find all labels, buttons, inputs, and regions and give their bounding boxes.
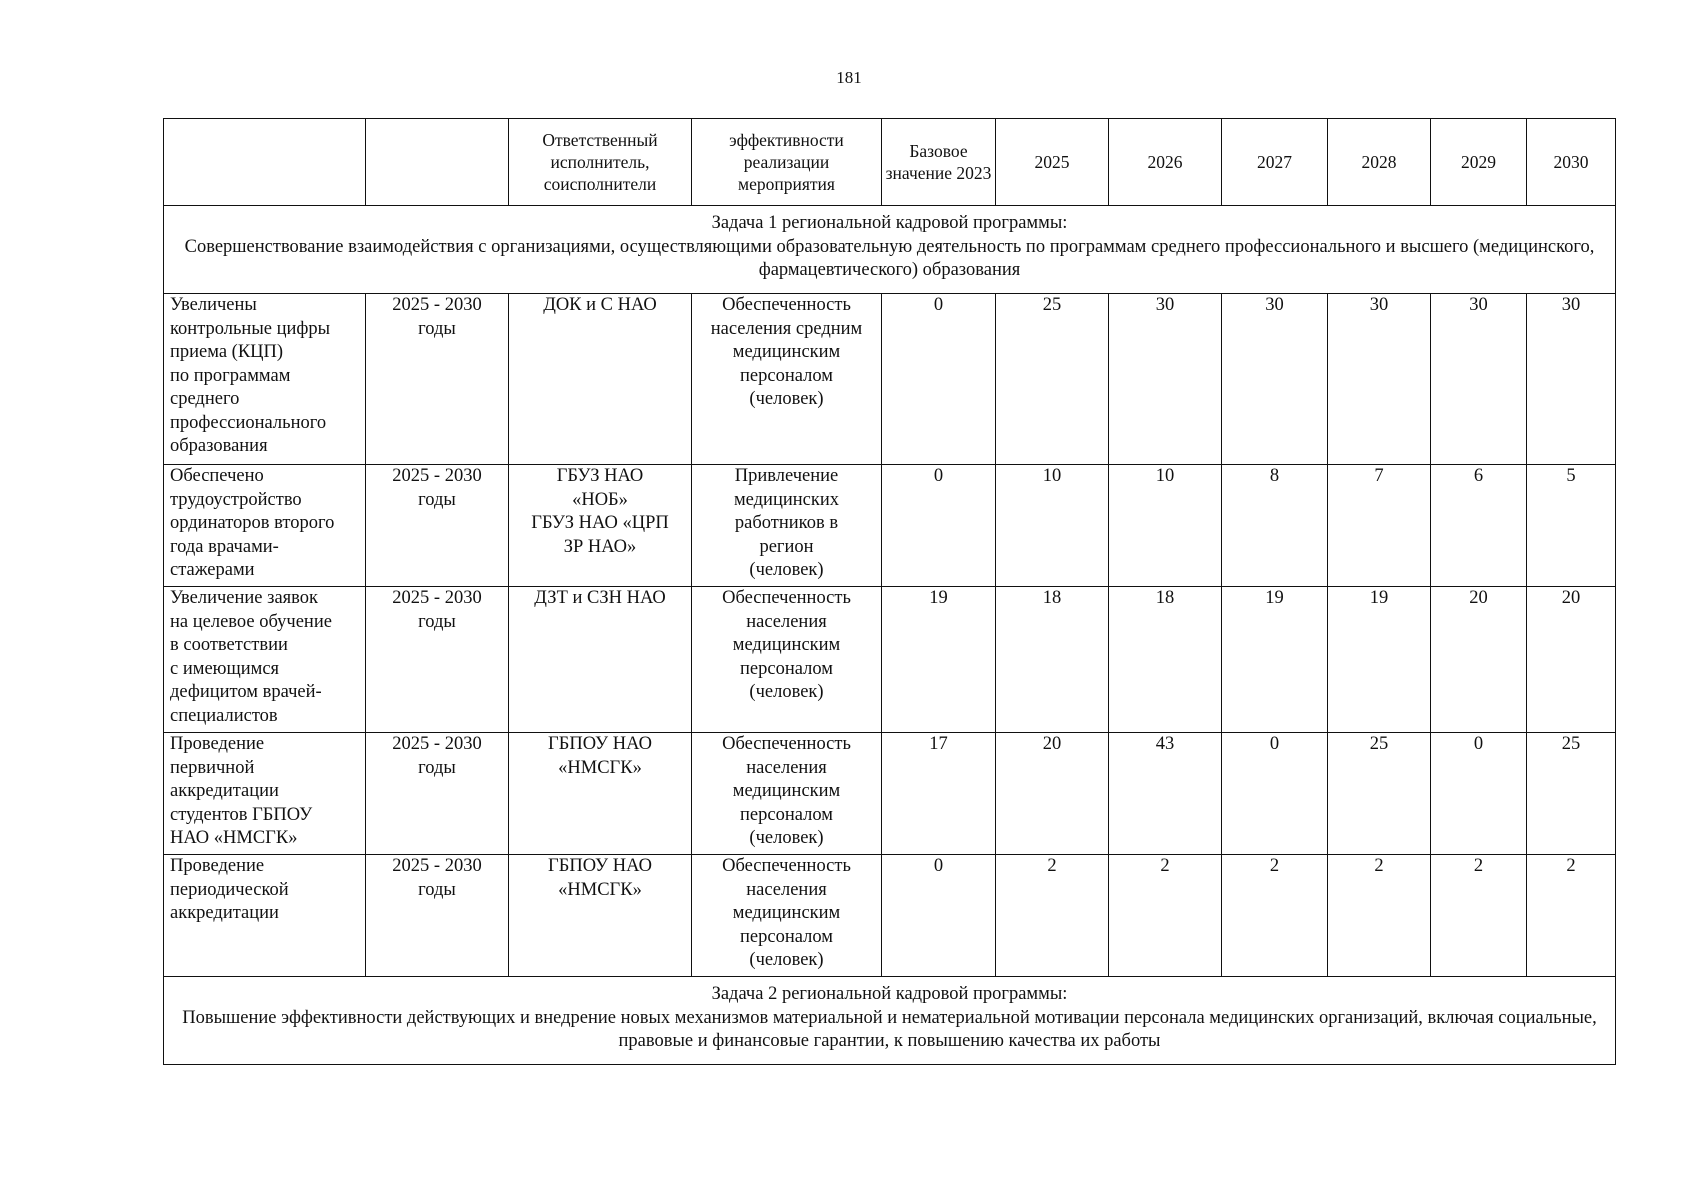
- task-2-cell: [164, 977, 1616, 1065]
- year-value-cell: 18: [996, 587, 1109, 733]
- indicator-cell: Привлечение медицинских работников в регион (человек): [692, 465, 882, 587]
- measure-cell: Проведение периодической аккредитации: [164, 855, 366, 977]
- indicator-cell: Обеспеченность населения медицинским персоналом (человек): [692, 855, 882, 977]
- period-cell: 2025 - 2030 годы: [366, 733, 509, 855]
- year-value-cell: 2: [1109, 855, 1222, 977]
- year-value-cell: 0: [1431, 733, 1527, 855]
- program-table: [163, 118, 1616, 1065]
- header-cell-year: 2029: [1431, 119, 1527, 206]
- year-value-cell: 8: [1222, 465, 1328, 587]
- year-value-cell: 30: [1431, 294, 1527, 465]
- table-row: [164, 733, 1616, 855]
- header-cell-year: 2026: [1109, 119, 1222, 206]
- task-1-cell: [164, 206, 1616, 294]
- task-1-text: Совершенствование взаимодействия с организациями, осуществляющими образовательную деятельность по программам среднего профессионального и высшего (медицинского, фармацевтического) образования: [184, 236, 1595, 280]
- header-cell-period: [366, 119, 509, 206]
- year-value-cell: 2: [1222, 855, 1328, 977]
- year-value-cell: 10: [996, 465, 1109, 587]
- table-row: [164, 587, 1616, 733]
- base-value-cell: 0: [882, 465, 996, 587]
- year-value-cell: 2: [1431, 855, 1527, 977]
- task-1-title: Задача 1 региональной кадровой программы:: [711, 213, 1068, 233]
- task-row: [164, 206, 1616, 294]
- year-value-cell: 7: [1328, 465, 1431, 587]
- base-value-cell: 17: [882, 733, 996, 855]
- measure-cell: Увеличение заявок на целевое обучение в соответствии с имеющимся дефицитом врачей- специалистов: [164, 587, 366, 733]
- header-cell-year: 2027: [1222, 119, 1328, 206]
- task-2-title: Задача 2 региональной кадровой программы:: [711, 984, 1068, 1004]
- measure-cell: Увеличены контрольные цифры приема (КЦП) по программам среднего профессионального образования: [164, 294, 366, 465]
- table-row: [164, 855, 1616, 977]
- year-value-cell: 25: [996, 294, 1109, 465]
- year-value-cell: 25: [1328, 733, 1431, 855]
- year-value-cell: 20: [996, 733, 1109, 855]
- year-value-cell: 30: [1109, 294, 1222, 465]
- year-value-cell: 0: [1222, 733, 1328, 855]
- page-number: 181: [836, 68, 862, 87]
- year-value-cell: 2: [1328, 855, 1431, 977]
- table-header-row: [164, 119, 1616, 206]
- year-value-cell: 30: [1328, 294, 1431, 465]
- executor-cell: ДОК и С НАО: [509, 294, 692, 465]
- year-value-cell: 10: [1109, 465, 1222, 587]
- indicator-cell: Обеспеченность населения средним медицинским персоналом (человек): [692, 294, 882, 465]
- base-value-cell: 0: [882, 294, 996, 465]
- indicator-cell: Обеспеченность населения медицинским персоналом (человек): [692, 733, 882, 855]
- task-2-text: Повышение эффективности действующих и внедрение новых механизмов материальной и нематериальной мотивации персонала медицинских организаций, включая социальные, правовые и финансовые гарантии, к повышению качества их работы: [182, 1007, 1597, 1051]
- year-value-cell: 30: [1527, 294, 1616, 465]
- task-row: [164, 977, 1616, 1065]
- year-value-cell: 19: [1222, 587, 1328, 733]
- header-cell-year: 2030: [1527, 119, 1616, 206]
- indicator-cell: Обеспеченность населения медицинским персоналом (человек): [692, 587, 882, 733]
- year-value-cell: 25: [1527, 733, 1616, 855]
- executor-cell: ГБПОУ НАО «НМСГК»: [509, 855, 692, 977]
- year-value-cell: 2: [1527, 855, 1616, 977]
- table-row: [164, 465, 1616, 587]
- year-value-cell: 18: [1109, 587, 1222, 733]
- year-value-cell: 20: [1527, 587, 1616, 733]
- year-value-cell: 19: [1328, 587, 1431, 733]
- year-value-cell: 6: [1431, 465, 1527, 587]
- executor-cell: ДЗТ и СЗН НАО: [509, 587, 692, 733]
- year-value-cell: 20: [1431, 587, 1527, 733]
- table-row: [164, 294, 1616, 465]
- measure-cell: Обеспечено трудоустройство ординаторов второго года врачами- стажерами: [164, 465, 366, 587]
- header-cell-base-value: Базовое значение 2023: [882, 119, 996, 206]
- period-cell: 2025 - 2030 годы: [366, 294, 509, 465]
- header-cell-executor: Ответственный исполнитель, соисполнители: [509, 119, 692, 206]
- executor-cell: ГБУЗ НАО «НОБ» ГБУЗ НАО «ЦРП ЗР НАО»: [509, 465, 692, 587]
- period-cell: 2025 - 2030 годы: [366, 587, 509, 733]
- base-value-cell: 19: [882, 587, 996, 733]
- period-cell: 2025 - 2030 годы: [366, 855, 509, 977]
- measure-cell: Проведение первичной аккредитации студентов ГБПОУ НАО «НМСГК»: [164, 733, 366, 855]
- header-cell-measure: [164, 119, 366, 206]
- header-cell-indicator: эффективности реализации мероприятия: [692, 119, 882, 206]
- year-value-cell: 30: [1222, 294, 1328, 465]
- header-cell-year: 2028: [1328, 119, 1431, 206]
- period-cell: 2025 - 2030 годы: [366, 465, 509, 587]
- header-cell-year: 2025: [996, 119, 1109, 206]
- year-value-cell: 5: [1527, 465, 1616, 587]
- year-value-cell: 2: [996, 855, 1109, 977]
- base-value-cell: 0: [882, 855, 996, 977]
- year-value-cell: 43: [1109, 733, 1222, 855]
- executor-cell: ГБПОУ НАО «НМСГК»: [509, 733, 692, 855]
